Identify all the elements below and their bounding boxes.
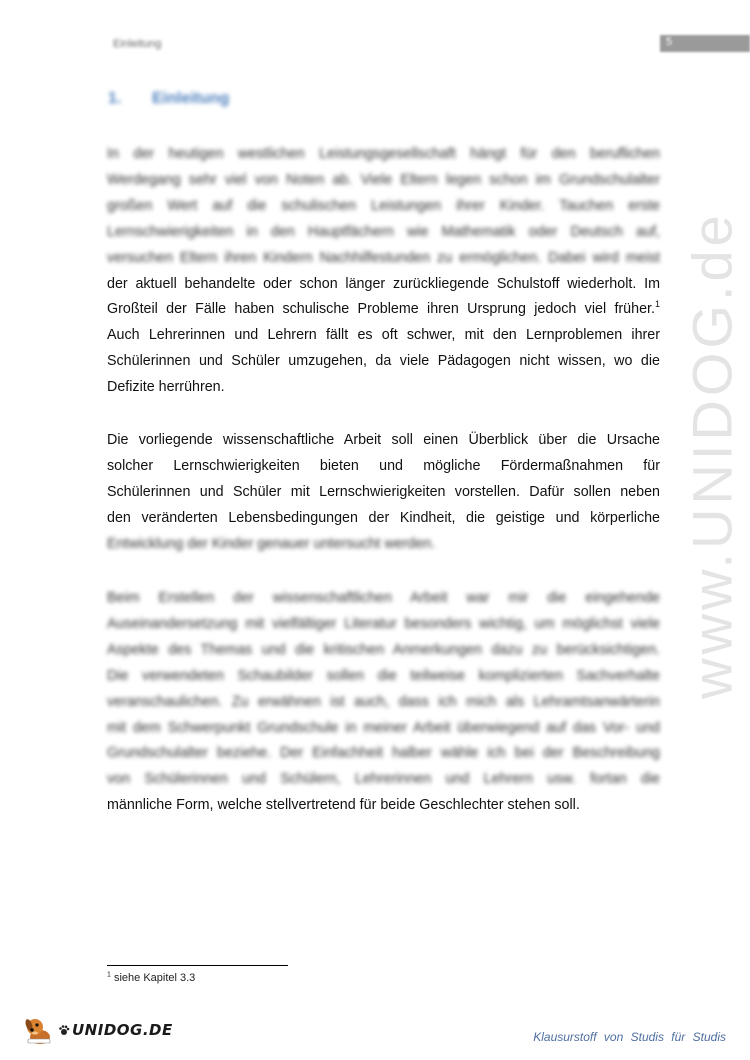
text-line: Grundschulalter beziehe. Der Einfachheit halber wähle ich bei der Beschreibung: [107, 745, 660, 762]
page-number-bar: [660, 35, 750, 52]
text-line: Defizite herrühren.: [107, 379, 225, 396]
text-line: Entwicklung der Kinder genauer untersucht werden.: [107, 535, 436, 552]
section-heading: [108, 90, 229, 108]
paw-icon: [58, 1024, 70, 1036]
text-line: Lernschwierigkeiten in den Hauptfächern wie Mathematik oder Deutsch auf,: [107, 223, 660, 240]
text-line: männliche Form, welche stellvertretend für beide Geschlechter stehen soll.: [107, 797, 580, 814]
text-line: mit dem Schwerpunkt Grundschule in meiner Arbeit überwiegend auf das Vor- und: [107, 719, 660, 736]
footnote-text: siehe Kapitel 3.3: [113, 972, 196, 984]
footnote-number: 1: [107, 971, 111, 979]
footnote: [107, 972, 195, 984]
text-line: Die verwendeten Schaubilder sollen die teilweise komplizierten Sachverhalte: [107, 667, 660, 684]
paragraph-1: [107, 142, 660, 401]
text-line: Werdegang sehr viel von Noten ab. Viele Eltern legen schon im Grundschulalter: [107, 171, 660, 188]
footnote-rule: [107, 965, 288, 966]
text-line: der aktuell behandelte oder schon länger zurückliegende Schulstoff wiederholt. Im: [107, 275, 660, 292]
text-line: In der heutigen westlichen Leistungsgesellschaft hängt für den beruflichen: [107, 146, 660, 162]
text-line: Auch Lehrerinnen und Lehrern fällt es oft schwer, mit den Lernproblemen ihrer: [107, 327, 660, 344]
text-line: Die vorliegende wissenschaftliche Arbeit soll einen Überblick über die Ursache: [107, 432, 660, 448]
text-line: Schülerinnen und Schüler umzugehen, da viele Pädagogen nicht wissen, wo die: [107, 353, 660, 370]
text-line: von Schülerinnen und Schülern, Lehrerinnen und Lehrern usw. fortan die: [107, 771, 660, 788]
header-title: Einleitung: [113, 38, 162, 50]
footer-tagline: Klausurstoff von Studis für Studis: [533, 1030, 726, 1044]
text-line: solcher Lernschwierigkeiten bieten und mögliche Fördermaßnahmen für: [107, 457, 660, 474]
text-line: den veränderten Lebensbedingungen der Kindheit, die geistige und körperliche: [107, 509, 660, 526]
text-line: versuchen Eltern ihren Kindern Nachhilfestunden zu ermöglichen. Dabei wird meist: [107, 249, 660, 266]
text-line: Schülerinnen und Schüler mit Lernschwierigkeiten vorstellen. Dafür sollen neben: [107, 483, 660, 500]
section-heading-title: Einleitung: [152, 90, 230, 107]
paragraph-3: [107, 586, 660, 819]
text-line: großen Wert auf die schulischen Leistungen ihrer Kinder. Tauchen erste: [107, 197, 660, 214]
footnote-reference[interactable]: 1: [654, 299, 660, 310]
logo-text: UNIDOG.DE: [72, 1021, 173, 1039]
text-line: veranschaulichen. Zu erwähnen ist auch, dass ich mich als Lehramtsanwärterin: [107, 693, 660, 710]
text-line: [107, 297, 660, 323]
paragraph-2: [107, 428, 660, 558]
text-line: Aspekte des Themas und die kritischen Anmerkungen dazu zu berücksichtigen.: [107, 641, 660, 658]
text-line-content: Großteil der Fälle haben schulische Probleme ihren Ursprung jedoch viel früher.: [107, 301, 655, 318]
watermark: www.UNIDOG.de: [680, 211, 744, 699]
section-heading-number: 1.: [108, 90, 122, 107]
text-line: Beim Erstellen der wissenschaftlichen Arbeit war mir die eingehende: [107, 590, 660, 606]
dog-icon: [22, 1013, 56, 1047]
page-number: 5: [666, 36, 673, 48]
text-line: Auseinandersetzung mit vielfältiger Literatur besonders wichtig, um möglichst viele: [107, 615, 660, 632]
unidog-logo[interactable]: [22, 1013, 173, 1047]
